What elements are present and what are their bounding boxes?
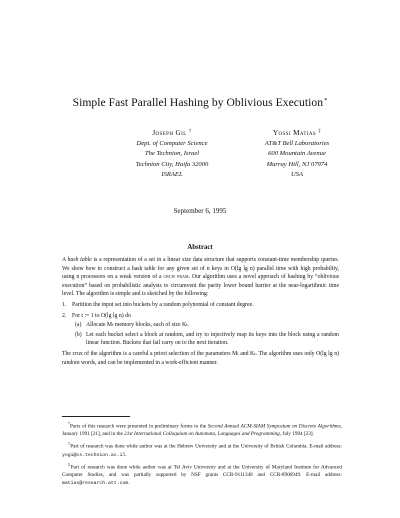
algorithm-step (62, 301, 339, 310)
algorithm-substeps (72, 321, 339, 348)
footnote-rule (62, 416, 130, 417)
algorithm-step (62, 312, 339, 348)
footnote-text: . (125, 451, 127, 458)
abstract-body (62, 256, 339, 367)
footnote-text: Part of research was done while author was at the Hebrew University and at the University of British Columbia. E-mail address: (70, 443, 343, 450)
author-city: Technion City, Haifa 32000 (135, 160, 209, 168)
author-name (237, 127, 357, 139)
abstract-text: is a representation of a set in a linear size data structure that supports constant-time membership queries. We show how to construct a hash table for any given set of n keys in O(lg lg n) parallel time with high probability, using n processors on a weak version of a (62, 257, 339, 281)
footnote-venue: 21st International Colloquium on Automata, Languages and Programming (124, 431, 280, 438)
footnote-venue: Second Annual ACM-SIAM Symposium on Discrete Algorithms (207, 423, 341, 430)
footnotes (62, 420, 342, 489)
author-matias (237, 127, 357, 181)
abstract-term: hash table (67, 257, 92, 263)
algorithm-substep (72, 331, 339, 348)
footnote (62, 440, 342, 459)
author-department: Dept. of Computer Science (136, 139, 208, 147)
footnote-text: , July 1994 [23]. (279, 431, 314, 438)
title-footnote-mark: * (324, 97, 328, 104)
paper-title-text: Simple Fast Parallel Hashing by Oblivious Execution (72, 96, 324, 109)
paper-title (40, 96, 360, 109)
substep-number: (a) (75, 322, 82, 329)
footnote-text: Parts of this research were presented in preliminary forms in the (70, 423, 208, 430)
substep-text: Let each bucket select a block at random, and try to injectively map its keys into the block using a random linear function. Buckets that fail carry on to the next iteration. (86, 331, 339, 347)
step-text: For t := 1 to O(lg lg n) do (72, 312, 131, 319)
author-country: USA (290, 171, 304, 179)
footnote (62, 461, 342, 488)
step-text: Partition the input set into buckets by a random polynomial of constant degree. (72, 301, 254, 308)
author-department: AT&T Bell Laboratories (264, 139, 330, 147)
email-link[interactable]: matias@research.att.com (62, 480, 129, 486)
step-number: 2. (62, 312, 67, 319)
author-organization: 600 Mountain Avenue (268, 150, 326, 158)
substep-number: (b) (75, 331, 82, 338)
email-link[interactable]: yogi@cs.technion.ac.il (62, 452, 126, 458)
footnote-mark: ‡ (68, 461, 71, 467)
step-number: 1. (62, 301, 67, 308)
author-block (0, 127, 400, 197)
footnote-text: Part of research was done while author was at Tel Aviv University and at the University of Maryland Institute for Advanced Computer Studies, and was partially supported by NSF grants CCR-9111348 and CCR-8906949. E-mail address: (62, 464, 342, 479)
footnote-mark: * (68, 421, 70, 426)
author-name (112, 127, 232, 139)
author-city: Murray Hill, NJ 07974 (266, 160, 328, 168)
abstract-model: crcw pram (163, 274, 189, 281)
abstract-heading: Abstract (187, 244, 213, 251)
algorithm-steps (62, 301, 339, 348)
author-organization: The Technion, Israel (144, 150, 200, 158)
author-footnote-mark: ‡ (318, 129, 322, 134)
abstract-paragraph (62, 256, 339, 299)
abstract-paragraph: The crux of the algorithm is a careful a priori selection of the parameters Mₜ and Kₜ. The algorithm uses only O(lg lg n) random words, and can be implemented in a work-efficient manner. (62, 350, 339, 366)
abstract-text: A (62, 257, 68, 263)
footnote (62, 420, 342, 439)
footnote-text: . (128, 479, 130, 486)
abstract-text: . Our algorithm uses a novel approach of hashing by “oblivious execution” based on probabilistic analysis to circumvent the parity lower bound barrier at the near-logarithmic time level. The algorithm is simple and is sketched by the following: (62, 274, 340, 298)
footnote-text: , January 1991 [21], and in the (62, 423, 342, 438)
substep-text: Allocate Mₜ memory blocks, each of size Kₜ. (86, 322, 189, 329)
footnote-mark: † (68, 441, 71, 447)
author-footnote-mark: † (188, 129, 192, 134)
author-gil (112, 127, 232, 181)
author-country: ISRAEL (161, 171, 183, 179)
paper-date: September 6, 1995 (173, 207, 227, 215)
algorithm-substep (72, 321, 339, 330)
author-name-text: Joseph Gil (152, 129, 187, 137)
author-name-text: Yossi Matias (272, 129, 317, 137)
